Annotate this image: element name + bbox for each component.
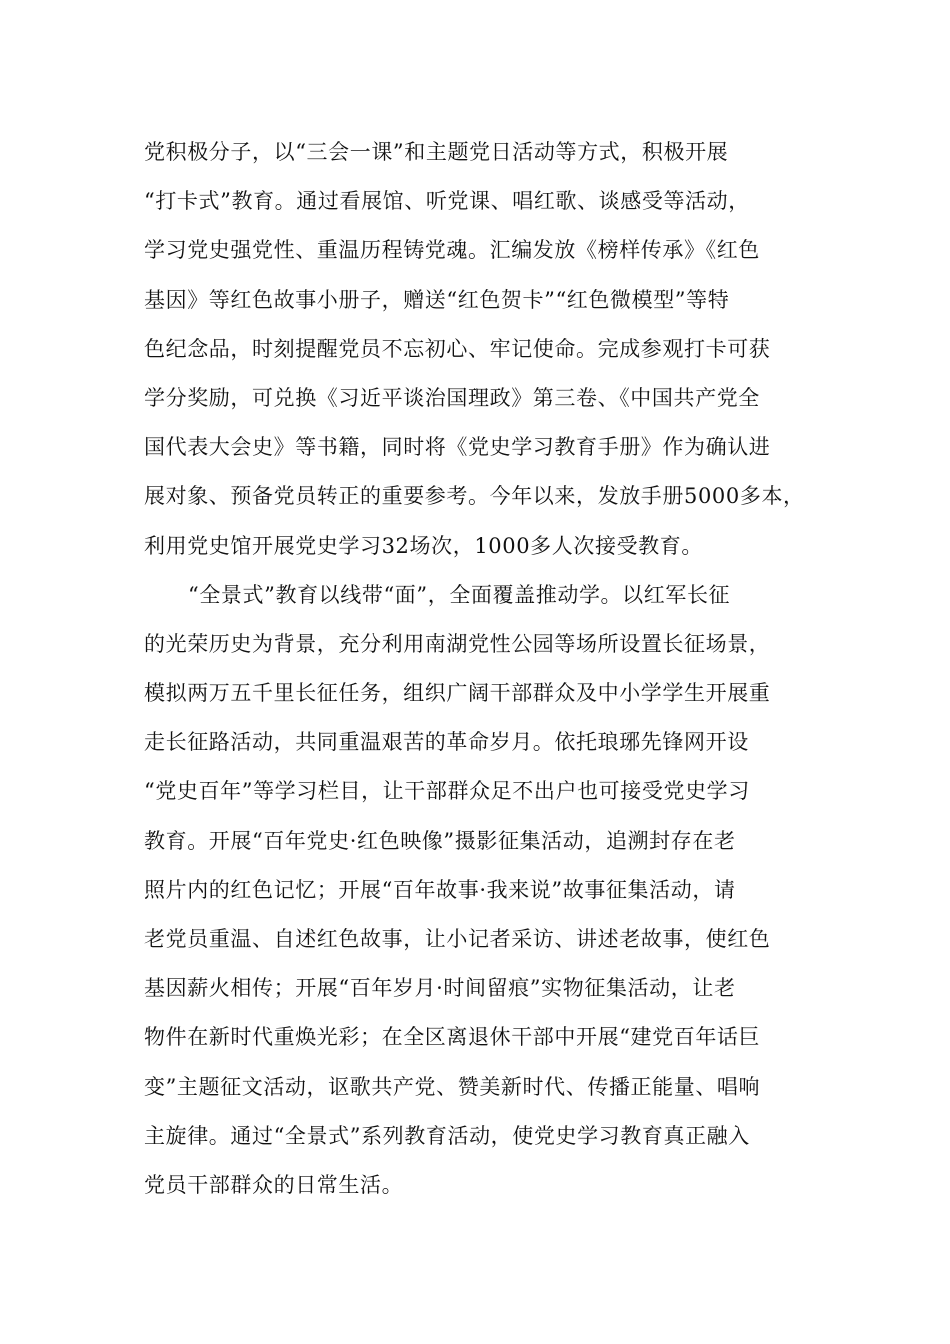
text-line-4: 基因》等红色故事小册子，赠送“红色贺卡”“红色微模型”等特 (144, 287, 730, 312)
text-line-2: “打卡式”教育。通过看展馆、听党课、唱红歌、谈感受等活动， (144, 189, 750, 214)
text-line-18: 基因薪火相传；开展“百年岁月·时间留痕”实物征集活动，让老 (144, 976, 736, 1001)
text-line-8: 展对象、预备党员转正的重要参考。今年以来，发放手册5000多本， (144, 484, 805, 509)
text-line-19: 物件在新时代重焕光彩；在全区离退休干部中开展“建党百年话巨 (144, 1025, 761, 1050)
paragraph-start-line-10: “全景式”教育以线带“面”，全面覆盖推动学。以红军长征 (188, 582, 731, 607)
text-line-22: 党员干部群众的日常生活。 (144, 1172, 404, 1197)
text-line-12: 模拟两万五千里长征任务，组织广阔干部群众及中小学学生开展重 (144, 681, 771, 706)
text-line-1: 党积极分子，以“三会一课”和主题党日活动等方式，积极开展 (144, 140, 729, 164)
text-line-21: 主旋律。通过“全景式”系列教育活动，使党史学习教育真正融入 (144, 1123, 750, 1148)
text-line-14: “党史百年”等学习栏目，让干部群众足不出户也可接受党史学习 (144, 779, 750, 804)
text-line-11: 的光荣历史为背景，充分利用南湖党性公园等场所设置长征场景， (144, 631, 771, 656)
text-line-20: 变”主题征文活动，讴歌共产党、赞美新时代、传播正能量、唱响 (144, 1074, 761, 1099)
text-line-17: 老党员重温、自述红色故事，让小记者采访、讲述老故事，使红色 (144, 927, 771, 951)
text-line-13: 走长征路活动，共同重温艰苦的革命岁月。依托琅琊先锋网开设 (144, 730, 749, 755)
document-body (144, 128, 824, 1210)
text-line-16: 照片内的红色记忆；开展“百年故事·我来说”故事征集活动，请 (144, 877, 736, 902)
text-line-6: 学分奖励，可兑换《习近平谈治国理政》第三卷、《中国共产党全 (144, 385, 760, 410)
text-line-5: 色纪念品，时刻提醒党员不忘初心、牢记使命。完成参观打卡可获 (144, 336, 771, 361)
text-line-15: 教育。开展“百年党史·红色映像”摄影征集活动，追溯封存在老 (144, 828, 736, 853)
text-line-7: 国代表大会史》等书籍，同时将《党史学习教育手册》作为确认进 (144, 435, 771, 460)
text-line-9: 利用党史馆开展党史学习32场次，1000多人次接受教育。 (144, 533, 703, 558)
text-line-3: 学习党史强党性、重温历程铸党魂。汇编发放《榜样传承》《红色 (144, 238, 760, 263)
